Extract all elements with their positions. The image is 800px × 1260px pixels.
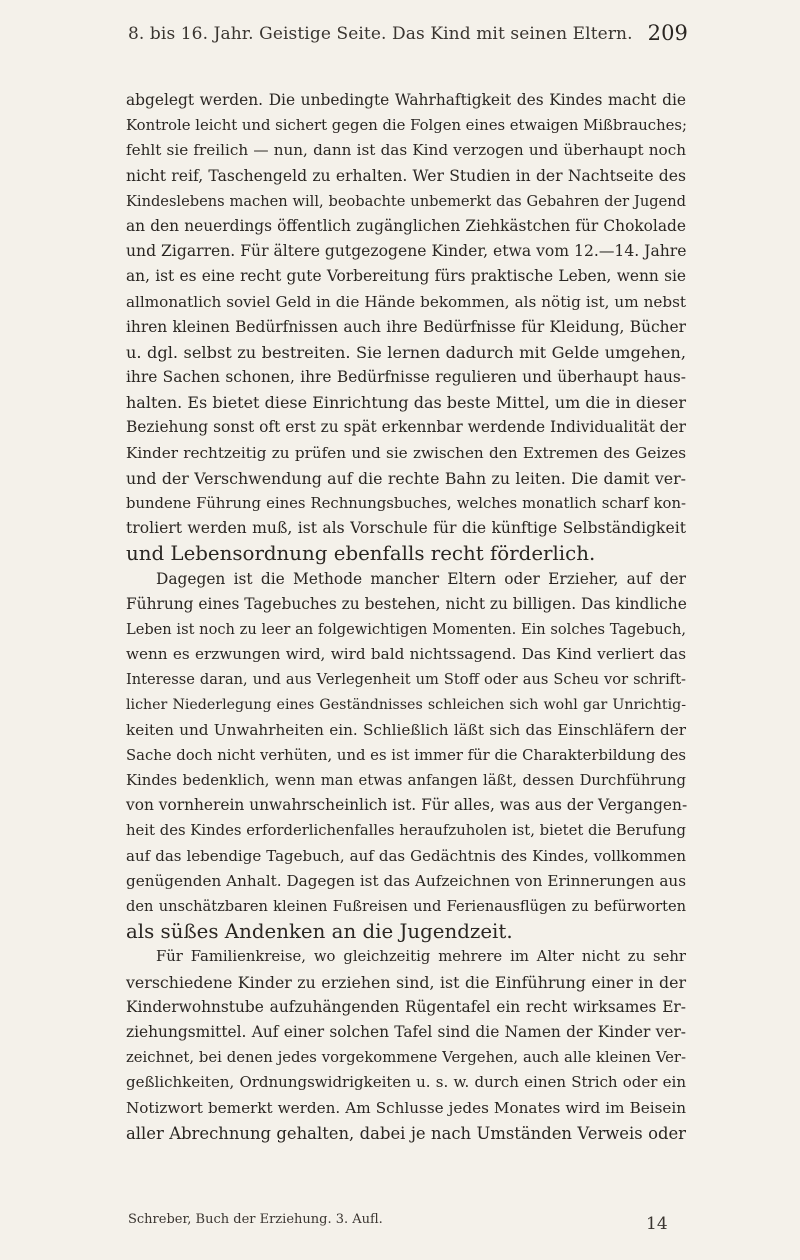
text-line: den unschätzbaren kleinen Fußreisen und Ferienausflügen zu befürworten	[126, 898, 686, 915]
text-line: von vornherein unwahrscheinlich ist. Für alles, was aus der Vergangen-	[126, 796, 688, 815]
paragraph-2	[126, 567, 686, 945]
text-line: nicht reif, Taschengeld zu erhalten. Wer Studien in der Nachtseite des	[126, 166, 686, 185]
text-line: Beziehung sonst oft erst zu spät erkennbar werdende Individualität der	[126, 418, 686, 437]
text-line: Kindes bedenklich, wenn man etwas anfangen läßt, dessen Durchführung	[126, 772, 686, 790]
text-line: zeichnet, bei denen jedes vorgekommene Vergehen, auch alle kleinen Ver-	[126, 1049, 686, 1067]
text-line: Leben ist noch zu leer an folgewichtigen Momenten. Ein solches Tagebuch,	[126, 620, 686, 638]
text-line: u. dgl. selbst zu bestreiten. Sie lernen dadurch mit Gelde umgehen,	[126, 342, 686, 362]
text-line: genügenden Anhalt. Dagegen ist das Aufzeichnen von Erinnerungen aus	[126, 871, 686, 890]
text-line: an den neuerdings öffentlich zugänglichen Ziehkästchen für Chokolade	[126, 216, 686, 235]
text-line: ihren kleinen Bedürfnissen auch ihre Bedürfnisse für Kleidung, Bücher	[126, 317, 686, 336]
text-line: Kontrole leicht und sichert gegen die Folgen eines etwaigen Mißbrauches;	[126, 117, 687, 135]
text-line: geßlichkeiten, Ordnungswidrigkeiten u. s. w. durch einen Strich oder ein	[126, 1073, 686, 1092]
body-text	[126, 88, 686, 1146]
running-head: 8. bis 16. Jahr. Geistige Seite. Das Kind mit seinen Eltern.	[128, 24, 633, 44]
text-line: Kinderwohnstube aufzuhängenden Rügentafel ein recht wirksames Er-	[126, 997, 686, 1016]
text-line: an, ist es eine recht gute Vorbereitung fürs praktische Leben, wenn sie	[126, 267, 686, 286]
text-line: halten. Es bietet diese Einrichtung das beste Mittel, um die in dieser	[126, 393, 686, 413]
text-line: heit des Kindes erforderlichenfalles heraufzuholen ist, bietet die Berufung	[126, 822, 686, 840]
signature-mark: 14	[646, 1214, 668, 1234]
text-line: allmonatlich soviel Geld in die Hände bekommen, als nötig ist, um nebst	[126, 292, 686, 311]
paragraph-3	[126, 944, 686, 1146]
text-line: abgelegt werden. Die unbedingte Wahrhaftigkeit des Kindes macht die	[126, 91, 686, 109]
text-line: Kinder rechtzeitig zu prüfen und sie zwischen den Extremen des Geizes	[126, 443, 686, 462]
text-line: ihre Sachen schonen, ihre Bedürfnisse regulieren und überhaupt haus-	[126, 368, 686, 387]
page-footer	[128, 1212, 688, 1254]
text-line: Sache doch nicht verhüten, und es ist immer für die Charakterbildung des	[126, 746, 686, 764]
text-line: bundene Führung eines Rechnungsbuches, welches monatlich scharf kon-	[126, 495, 686, 512]
text-line: auf das lebendige Tagebuch, auf das Gedächtnis des Kindes, vollkommen	[126, 846, 686, 865]
text-line: Notizwort bemerkt werden. Am Schlusse jedes Monates wird im Beisein	[126, 1098, 686, 1117]
page-header	[128, 21, 688, 50]
text-line: Für Familienkreise, wo gleichzeitig mehrere im Alter nicht zu sehr	[156, 948, 686, 966]
text-line: licher Niederlegung eines Geständnisses schleichen sich wohl gar Unrichtig-	[126, 696, 686, 713]
text-line: ziehungsmittel. Auf einer solchen Tafel sind die Namen der Kinder ver-	[126, 1022, 686, 1041]
text-line: und Lebensordnung ebenfalls recht förderlich.	[126, 542, 596, 566]
page-number: 209	[647, 21, 688, 45]
text-line: verschiedene Kinder zu erziehen sind, ist die Einführung einer in der	[126, 972, 686, 992]
footnote: Schreber, Buch der Erziehung. 3. Aufl.	[128, 1212, 383, 1227]
text-line: troliert werden muß, ist als Vorschule für die künftige Selbständigkeit	[126, 519, 686, 538]
text-line: wenn es erzwungen wird, wird bald nichtssagend. Das Kind verliert das	[126, 645, 686, 664]
text-line: Dagegen ist die Methode mancher Eltern oder Erzieher, auf der	[156, 569, 686, 588]
text-line: Kindeslebens machen will, beobachte unbemerkt das Gebahren der Jugend	[126, 192, 686, 210]
text-line: Interesse daran, und aus Verlegenheit um Stoff oder aus Scheu vor schrift-	[126, 671, 686, 689]
paragraph-1	[126, 88, 686, 567]
text-line: Führung eines Tagebuches zu bestehen, nicht zu billigen. Das kindliche	[126, 594, 687, 613]
text-line: als süßes Andenken an die Jugendzeit.	[126, 920, 513, 944]
text-line: und Zigarren. Für ältere gutgezogene Kinder, etwa vom 12.—14. Jahre	[126, 242, 687, 261]
text-line: aller Abrechnung gehalten, dabei je nach Umständen Verweis oder	[126, 1123, 686, 1143]
text-line: fehlt sie freilich — nun, dann ist das Kind verzogen und überhaupt noch	[126, 141, 686, 160]
text-line: keiten und Unwahrheiten ein. Schließlich läßt sich das Einschläfern der	[126, 720, 686, 739]
text-line: und der Verschwendung auf die rechte Bahn zu leiten. Die damit ver-	[126, 468, 686, 488]
